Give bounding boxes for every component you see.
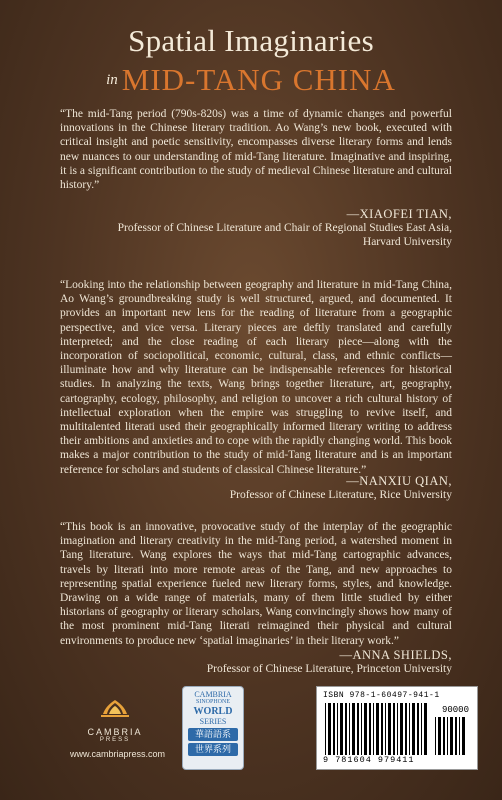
title-main: MID-TANG CHINA (121, 62, 396, 97)
title-in: in (106, 72, 118, 88)
blurb-attribution-3 (207, 648, 452, 676)
series-chinese-1: 華語語系 (188, 728, 238, 741)
publisher-website: www.cambriapress.com (70, 749, 166, 759)
price-code: 90000 (441, 705, 469, 715)
blurb-quote-3: “This book is an innovative, provocative study of the interplay of the geographic imagination and literary creativity in the mid-Tang period, a watershed moment in Tang literature. Wang explores the ways that mid-Tang cartographic advances, travels by literati into more remote areas of the Tang, and new approaches to representing spatial experience fueled new literary forms, styles, and knowledge. Drawing on a wide range of materials, many of them little studied by either historians of geography or literary scholars, Wang convincingly shows how many of the most prominent mid-Tang literati reimagined their physical and cultural environments to produce new ‘spatial imaginaries’ in their literary work.” (60, 521, 452, 647)
series-badge (182, 686, 244, 770)
title-line-2 (0, 62, 502, 98)
blurb-quote-2: “Looking into the relationship between geography and literature in mid-Tang China, Ao Wang’s groundbreaking study is well structured, argued, and documented. It provides an important new lens for the reading of literature from a geographic perspective, and vice versa. Literary pieces are deftly translated and carefully interpreted; and the close reading of each literary piece—along with the incorporation of sociopolitical, economic, cultural, class, and ethnic conflicts—illuminate how and why literature can be indispensable references for historical studies. In analyzing the texts, Wang brings together literature, art, geography, cartography, ecology, philosophy, and religion to uncover a rich cultural history of intellectual exploration when the empire was struggling to revive itself, and multitalented literati used their geographically informed literary writing to address their ambitions and anxieties and to cope with the rapidly changing world. This book makes a major contribution to the study of mid-Tang literature and is an important reference for scholars and students of classical Chinese literature.” (60, 279, 452, 476)
isbn-label: ISBN 978-1-60497-941-1 (323, 691, 440, 700)
attribution-role: Professor of Chinese Literature, Princeton University (206, 663, 452, 676)
attribution-role-2: Harvard University (362, 236, 452, 249)
blurb-attribution-2 (230, 474, 452, 502)
series-chinese-2: 世界系列 (188, 743, 238, 756)
cambria-logo-icon (95, 698, 135, 720)
series-line-1: CAMBRIA (194, 690, 232, 699)
price-barcode-bars (435, 717, 469, 755)
attribution-role: Professor of Chinese Literature, Rice University (229, 489, 452, 502)
series-line-2: SINOPHONE (195, 699, 230, 705)
series-line-4: SERIES (199, 717, 227, 726)
series-line-3: WORLD (193, 706, 233, 717)
barcode-box (316, 686, 478, 770)
blurb-quote-1: “The mid-Tang period (790s-820s) was a time of dynamic changes and powerful innovations in the Chinese literary tradition. Ao Wang’s new book, executed with critical insight and poetic sensitivity, encompasses diverse literary forms and lends new nuances to our understanding of mid-Tang literature. Imaginative and inspiring, it is a significant contribution to the study of medieval Chinese literature and cultural history.” (60, 108, 452, 192)
book-title (0, 22, 502, 98)
attribution-name: —XIAOFEI TIAN, (346, 207, 452, 221)
publisher-sub: PRESS (99, 737, 131, 743)
barcode-digits: 9 781604 979411 (323, 755, 415, 765)
barcode-bars (325, 703, 429, 755)
title-line-1: Spatial Imaginaries (128, 23, 374, 58)
publisher-logo (60, 698, 170, 743)
publisher-name: CAMBRIA (87, 727, 143, 737)
attribution-name: —ANNA SHIELDS, (339, 648, 452, 662)
attribution-role: Professor of Chinese Literature and Chair of Regional Studies East Asia, (117, 222, 452, 235)
blurb-attribution-1 (118, 207, 452, 250)
attribution-name: —NANXIU QIAN, (346, 474, 452, 488)
